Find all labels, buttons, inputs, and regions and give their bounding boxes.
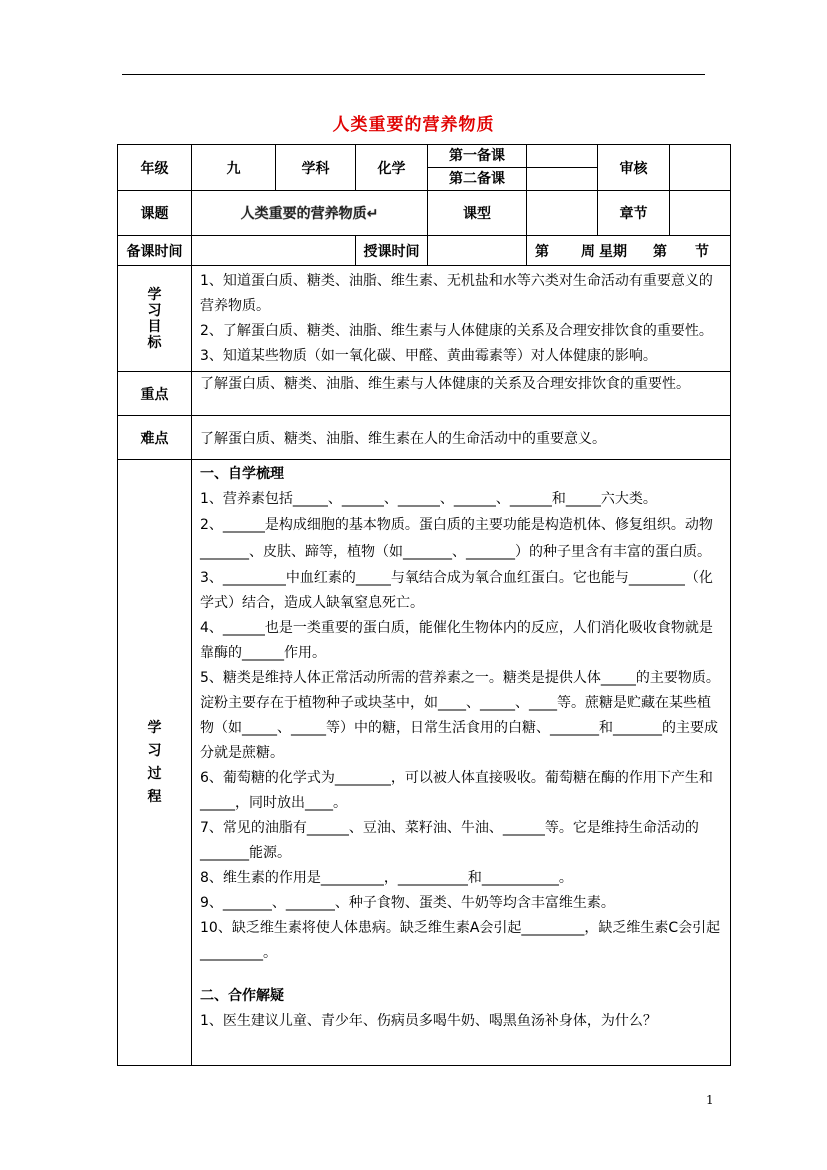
teach-time-value[interactable]	[428, 236, 527, 266]
question-item: 1、营养素包括_____、______、______、______、______和_____六大类。	[200, 491, 657, 507]
header-row-1	[118, 145, 731, 191]
schedule-cell	[527, 236, 731, 266]
subject-value: 化学	[356, 145, 428, 191]
document-title: 人类重要的营养物质	[332, 115, 495, 135]
type-label: 课型	[428, 191, 527, 236]
prep2-value[interactable]	[527, 167, 597, 190]
type-value[interactable]	[527, 191, 598, 236]
question-item: 5、糖类是维持人体正常活动所需的营养素之一。糖类是提供人体_____的主要物质。淀粉主要存在于植物种子或块茎中，如____、_____、____等。蔗糖是贮藏在某些植物（如_____、_____等）中的糖，日常生活食用的白糖、_______和_______的主要成分就是蔗糖。	[200, 670, 720, 761]
process-content	[192, 460, 731, 1066]
prep-values-cell	[527, 145, 598, 191]
question-item: 3、_________中血红素的_____与氧结合成为氧合血红蛋白。它也能与________（化学式）结合，造成人缺氧窒息死亡。	[200, 570, 713, 611]
question-item: 4、______也是一类重要的蛋白质，能催化生物体内的反应，人们消化吸收食物就是靠酶的______作用。	[200, 620, 713, 661]
prep-labels-cell	[428, 145, 527, 191]
period-prefix: 第	[653, 243, 667, 260]
goal-item: 2、了解蛋白质、糖类、油脂、维生素与人体健康的关系及合理安排饮食的重要性。	[200, 323, 713, 339]
process-row	[118, 460, 731, 1066]
goal-item: 1、知道蛋白质、糖类、油脂、维生素、无机盐和水等六类对生命活动有重要意义的营养物质。	[200, 273, 713, 314]
difficulties-label: 难点	[118, 416, 192, 460]
topic-value: 人类重要的营养物质↵	[192, 191, 428, 236]
question-item: 8、维生素的作用是_________，__________和___________。	[200, 870, 573, 886]
subject-label: 学科	[276, 145, 356, 191]
review-label: 审核	[598, 145, 670, 191]
prep-time-label: 备课时间	[118, 236, 192, 266]
teach-time-label: 授课时间	[356, 236, 428, 266]
key-points-row	[118, 372, 731, 416]
key-points-label: 重点	[118, 372, 192, 416]
chapter-value[interactable]	[670, 191, 731, 236]
prep1-value[interactable]	[527, 145, 597, 167]
goals-row	[118, 266, 731, 372]
page-number: 1	[706, 1093, 714, 1107]
week-prefix: 第	[535, 243, 549, 260]
grade-label: 年级	[118, 145, 192, 191]
weekday-label: 星期	[599, 243, 627, 260]
key-points-text: 了解蛋白质、糖类、油脂、维生素与人体健康的关系及合理安排饮食的重要性。	[192, 372, 731, 416]
question-item: 7、常见的油脂有______、豆油、菜籽油、牛油、______等。它是维持生命活动的_______能源。	[200, 820, 699, 861]
grade-value: 九	[192, 145, 276, 191]
prep-time-value[interactable]	[192, 236, 356, 266]
review-value[interactable]	[670, 145, 731, 191]
topic-label: 课题	[118, 191, 192, 236]
question-item: 1、医生建议儿童、青少年、伤病员多喝牛奶、喝黑鱼汤补身体，为什么？	[200, 1013, 657, 1029]
section-self-study: 一、自学梳理	[200, 466, 284, 482]
goals-content	[192, 266, 731, 372]
process-label: 学 习 过 程	[118, 460, 192, 1066]
question-item: 10、缺乏维生素将使人体患病。缺乏维生素A会引起_________，缺乏维生素C会引起_________。	[200, 920, 721, 961]
header-row-2	[118, 191, 731, 236]
question-item: 6、葡萄糖的化学式为________，可以被人体直接吸收。葡萄糖在酶的作用下产生和_____，同时放出____。	[200, 770, 713, 811]
spacer	[200, 966, 724, 984]
section-cooperation: 二、合作解疑	[200, 988, 284, 1004]
week-mid: 周	[581, 243, 595, 260]
goal-item: 3、知道某些物质（如一氧化碳、甲醛、黄曲霉素等）对人体健康的影响。	[200, 348, 657, 364]
prep1-label: 第一备课	[449, 148, 505, 164]
difficulties-text: 了解蛋白质、糖类、油脂、维生素在人的生命活动中的重要意义。	[192, 416, 731, 460]
difficulties-row	[118, 416, 731, 460]
header-row-3	[118, 236, 731, 266]
prep2-label: 第二备课	[428, 167, 526, 190]
question-item: 9、_______、_______、种子食物、蛋类、牛奶等均含丰富维生素。	[200, 895, 615, 911]
question-item: 2、______是构成细胞的基本物质。蛋白质的主要功能是构造机体、修复组织。动物_______、皮肤、蹄等，植物（如_______、_______）的种子里含有丰富的蛋白质。	[200, 517, 713, 560]
chapter-label: 章节	[598, 191, 670, 236]
period-suffix: 节	[695, 243, 709, 260]
header-rule	[122, 74, 705, 75]
goals-label: 学 习 目 标	[118, 266, 192, 372]
lesson-plan-table	[117, 144, 731, 1066]
